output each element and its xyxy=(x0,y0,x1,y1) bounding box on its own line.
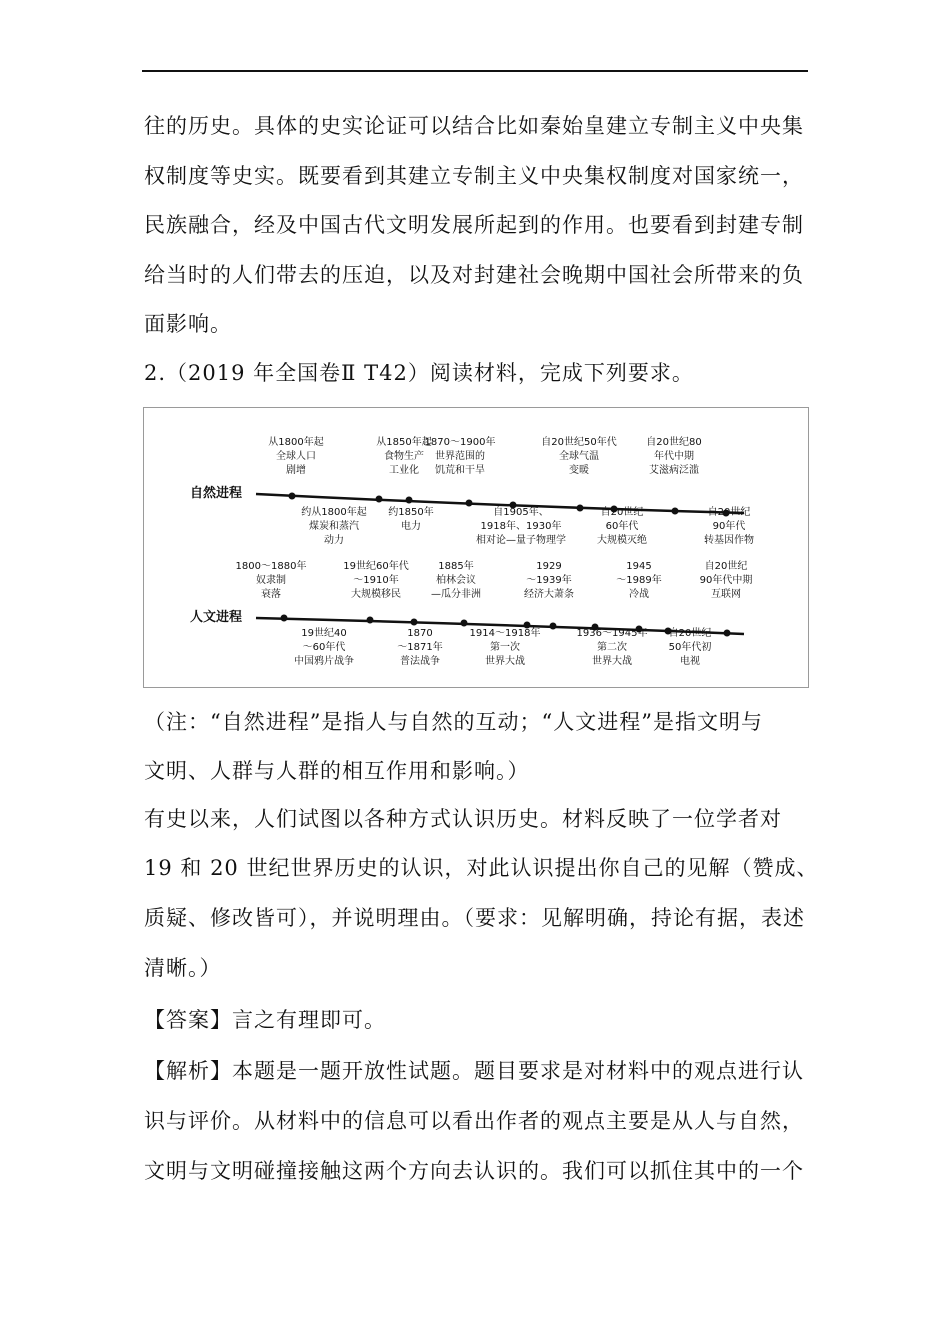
timeline-dot xyxy=(672,508,679,515)
note-line: （注：“自然进程”是指人与自然的互动；“人文进程”是指文明与 xyxy=(144,710,763,734)
timeline-figure xyxy=(143,407,809,688)
analysis-line: 【解析】本题是一题开放性试题。题目要求是对材料中的观点进行认 xyxy=(144,1059,804,1083)
paragraph-line: 权制度等史实。既要看到其建立专制主义中央集权制度对国家统一， xyxy=(144,164,804,188)
natural-event-label: 自20世纪50年代全球气温变暖 xyxy=(541,437,617,476)
timeline-dot xyxy=(466,500,473,507)
human-event-label: 1885年柏林会议—瓜分非洲 xyxy=(431,561,481,600)
natural-event-label: 约1850年电力 xyxy=(388,507,434,532)
paragraph-line: 民族融合，经及中国古代文明发展所起到的作用。也要看到封建专制 xyxy=(144,213,804,237)
natural-event-label: 自20世纪 60年代大规模灭绝 xyxy=(597,507,647,546)
natural-event-label: 从1850年起食物生产工业化 xyxy=(376,437,432,476)
analysis-line: 文明与文明碰撞接触这两个方向去认识的。我们可以抓住其中的一个 xyxy=(144,1159,804,1183)
timeline-dot xyxy=(376,496,383,503)
natural-event-label: 自20世纪80 年代中期艾滋病泛滥 xyxy=(646,437,702,476)
timeline-dot xyxy=(461,620,468,627)
natural-event-label: 自1905年、 1918年、1930年相对论—量子物理学 xyxy=(476,507,566,546)
paragraph-line: 质疑、修改皆可），并说明理由。（要求：见解明确，持论有据，表述 xyxy=(144,906,805,930)
timeline-dot xyxy=(289,493,296,500)
human-event-label: 1929 ～1939年经济大萧条 xyxy=(524,561,574,600)
paragraph-line: 往的历史。具体的史实论证可以结合比如秦始皇建立专制主义中央集 xyxy=(144,114,804,138)
human-event-label: 1936～1945年第二次世界大战 xyxy=(576,628,648,667)
natural-process-label: 自然进程 xyxy=(190,486,243,501)
human-event-label: 1870 ～1871年普法战争 xyxy=(397,628,443,667)
timeline-dot xyxy=(411,619,418,626)
human-event-label: 19世纪40 ～60年代中国鸦片战争 xyxy=(294,628,354,667)
paragraph-line: 面影响。 xyxy=(144,312,232,336)
human-event-label: 1945 ～1989年冷战 xyxy=(616,561,662,600)
human-event-label: 19世纪60年代～1910年大规模移民 xyxy=(343,561,409,600)
timeline-dot xyxy=(367,617,374,624)
natural-event-label: 自20世纪 90年代转基因作物 xyxy=(704,507,754,546)
answer-line: 【答案】言之有理即可。 xyxy=(144,1008,386,1032)
natural-event-label: 从1800年起全球人口剧增 xyxy=(268,437,324,476)
human-event-label: 1800～1880年奴隶制衰落 xyxy=(235,561,307,600)
paragraph-line: 有史以来，人们试图以各种方式认识历史。材料反映了一位学者对 xyxy=(144,807,782,831)
timeline-dot xyxy=(724,630,731,637)
natural-event-label: 1870～1900年世界范围的饥荒和干旱 xyxy=(424,437,496,476)
paragraph-line: 给当时的人们带去的压迫，以及对封建社会晚期中国社会所带来的负 xyxy=(144,263,804,287)
timeline-dot xyxy=(281,615,288,622)
human-process-label: 人文进程 xyxy=(190,610,243,625)
human-event-label: 自20世纪 90年代中期互联网 xyxy=(699,561,753,600)
timeline-dot xyxy=(406,497,413,504)
question-line: 2.（2019 年全国卷Ⅱ T42）阅读材料，完成下列要求。 xyxy=(144,361,694,385)
note-line: 文明、人群与人群的相互作用和影响。） xyxy=(144,759,530,783)
timeline-svg xyxy=(144,408,808,687)
timeline-dot xyxy=(577,505,584,512)
header-rule xyxy=(142,70,808,72)
natural-event-label: 约从1800年起煤炭和蒸汽动力 xyxy=(301,507,367,546)
timeline-dot xyxy=(550,623,557,630)
paragraph-line: 清晰。） xyxy=(144,956,222,980)
human-event-label: 自20世纪 50年代初电视 xyxy=(668,628,712,667)
paragraph-line: 19 和 20 世纪世界历史的认识，对此认识提出你自己的见解（赞成、 xyxy=(144,856,819,880)
analysis-line: 识与评价。从材料中的信息可以看出作者的观点主要是从人与自然， xyxy=(144,1109,804,1133)
human-event-label: 1914～1918年第一次世界大战 xyxy=(469,628,541,667)
